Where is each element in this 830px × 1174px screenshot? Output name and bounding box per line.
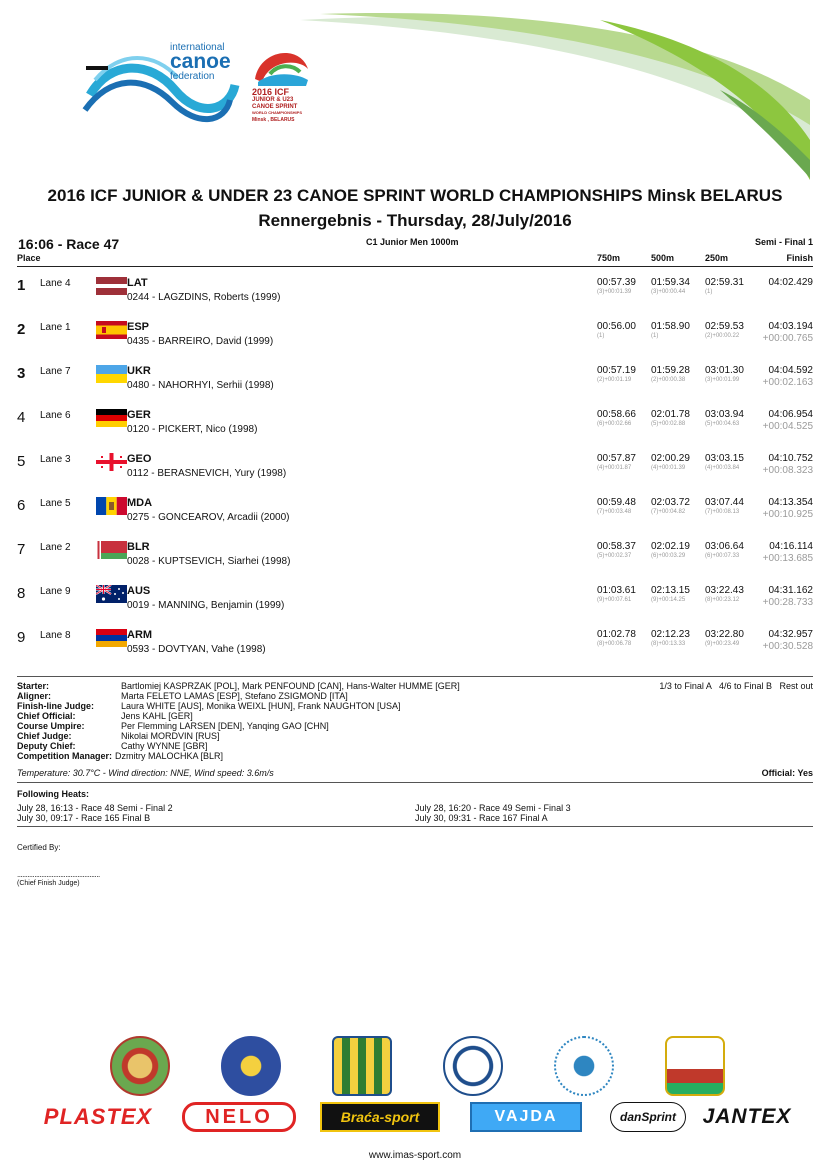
official-value: Jens KAHL [GER] <box>121 711 193 721</box>
split-behind: (9)+00:07.61 <box>597 597 632 603</box>
result-rank: 1 <box>17 277 26 294</box>
official-value: Marta FELETO LAMAS [ESP], Stefano ZSIGMOND [ITA] <box>121 691 348 701</box>
championship-logo-text <box>252 88 316 123</box>
split-time: 00:57.39 <box>597 277 636 288</box>
split-behind: (1) <box>597 333 605 339</box>
split-500m <box>651 585 701 603</box>
champ-logo-line-2: JUNIOR & U23 <box>252 97 294 103</box>
split-behind: (1) <box>705 289 713 295</box>
split-behind: (6)+00:02.66 <box>597 421 632 427</box>
result-lane: Lane 7 <box>40 366 71 377</box>
finish-time: 04:31.162 <box>768 585 813 596</box>
result-lane: Lane 6 <box>40 410 71 421</box>
latvia-flag-icon <box>96 277 127 295</box>
official-row <box>17 731 460 741</box>
split-750m <box>597 497 647 515</box>
col-header-250m: 250m <box>705 253 729 263</box>
split-time: 02:13.15 <box>651 585 690 596</box>
armenia-flag-icon <box>96 629 127 647</box>
sponsor-seal-icon <box>443 1036 503 1096</box>
split-time: 00:58.37 <box>597 541 636 552</box>
finish-time: 04:32.957 <box>768 629 813 640</box>
split-750m <box>597 277 647 295</box>
sponsor-jantex-logo: JANTEX <box>702 1105 792 1128</box>
result-athlete: 0112 - BERASNEVICH, Yury (1998) <box>127 468 287 479</box>
official-label: Deputy Chief: <box>17 741 76 751</box>
sponsor-dansprint-logo: danSprint <box>610 1102 686 1132</box>
icf-logo-text <box>170 42 231 82</box>
official-row <box>17 701 460 711</box>
result-lane: Lane 2 <box>40 542 71 553</box>
finish-behind: +00:04.525 <box>762 421 813 432</box>
result-rank: 4 <box>17 409 26 426</box>
georgia-flag-icon <box>96 453 127 471</box>
finish-time: 04:13.354 <box>768 497 813 508</box>
following-heat-item: July 30, 09:17 - Race 165 Final B <box>17 813 151 823</box>
split-time: 01:03.61 <box>597 585 636 596</box>
result-lane: Lane 3 <box>40 454 71 465</box>
result-row <box>17 582 813 626</box>
result-row <box>17 318 813 362</box>
split-time: 00:57.87 <box>597 453 636 464</box>
officials-list <box>17 681 460 761</box>
result-lane: Lane 9 <box>40 586 71 597</box>
split-behind: (9)+00:23.49 <box>705 641 740 647</box>
icf-logo-line-3: federation <box>170 71 215 82</box>
result-rank: 7 <box>17 541 26 558</box>
official-value: Nikolai MORDVIN [RUS] <box>121 731 220 741</box>
split-behind: (4)+00:01.87 <box>597 465 632 471</box>
finish-time-cell <box>723 453 813 476</box>
split-behind: (6)+00:07.33 <box>705 553 740 559</box>
split-time: 00:58.66 <box>597 409 636 420</box>
result-rank: 5 <box>17 453 26 470</box>
following-heat-item: July 28, 16:20 - Race 49 Semi - Final 3 <box>415 803 571 813</box>
race-category: C1 Junior Men 1000m <box>366 237 459 247</box>
result-athlete: 0028 - KUPTSEVICH, Siarhei (1998) <box>127 556 291 567</box>
official-row <box>17 691 460 701</box>
split-behind: (7)+00:08.13 <box>705 509 740 515</box>
split-behind: (9)+00:14.25 <box>651 597 686 603</box>
split-behind: (2)+00:00.22 <box>705 333 740 339</box>
split-time: 03:22.43 <box>705 585 744 596</box>
split-behind: (3)+00:01.99 <box>705 377 740 383</box>
icf-logo-line-2: canoe <box>170 50 231 73</box>
split-time: 03:22.80 <box>705 629 744 640</box>
official-label: Finish-line Judge: <box>17 701 95 711</box>
belarus-flag-icon <box>96 541 127 559</box>
following-heat-item: July 28, 16:13 - Race 48 Semi - Final 2 <box>17 803 173 813</box>
official-value: Per Flemming LARSEN [DEN], Yanqing GAO [CHN] <box>121 721 329 731</box>
official-label: Chief Judge: <box>17 731 72 741</box>
champ-logo-line-1: 2016 ICF <box>252 87 290 97</box>
split-behind: (2)+00:00.38 <box>651 377 686 383</box>
split-time: 03:07.44 <box>705 497 744 508</box>
weather-info: Temperature: 30.7°C - Wind direction: NNE, Wind speed: 3.6m/s <box>17 768 274 778</box>
official-row <box>17 751 460 761</box>
split-750m <box>597 409 647 427</box>
official-label: Starter: <box>17 681 50 691</box>
official-row <box>17 681 460 691</box>
signature-line: ................................................ <box>17 870 100 879</box>
split-time: 02:01.78 <box>651 409 690 420</box>
result-row <box>17 450 813 494</box>
race-phase: Semi - Final 1 <box>754 237 813 247</box>
champ-logo-line-5: Minsk , BELARUS <box>252 116 295 123</box>
official-label: Competition Manager: <box>17 751 113 761</box>
split-750m <box>597 453 647 471</box>
official-row <box>17 711 460 721</box>
split-behind: (3)+00:01.39 <box>597 289 632 295</box>
ukraine-flag-icon <box>96 365 127 383</box>
finish-time-cell <box>723 409 813 432</box>
result-lane: Lane 1 <box>40 322 71 333</box>
finish-time-cell <box>723 585 813 608</box>
result-row <box>17 626 813 670</box>
finish-time-cell <box>723 365 813 388</box>
finish-time-cell <box>723 321 813 344</box>
result-rank: 8 <box>17 585 26 602</box>
header-divider <box>17 266 813 267</box>
split-500m <box>651 497 701 515</box>
moldova-flag-icon <box>96 497 127 515</box>
result-nation: GEO <box>127 453 152 465</box>
finish-time: 04:02.429 <box>768 277 813 288</box>
result-lane: Lane 8 <box>40 630 71 641</box>
split-behind: (5)+00:02.37 <box>597 553 632 559</box>
document-title: 2016 ICF JUNIOR & UNDER 23 CANOE SPRINT WORLD CHAMPIONSHIPS Minsk BELARUS <box>47 186 783 205</box>
split-500m <box>651 321 701 339</box>
split-time: 02:00.29 <box>651 453 690 464</box>
split-time: 02:59.31 <box>705 277 744 288</box>
sponsor-nelo-logo: NELO <box>182 1102 296 1132</box>
split-500m <box>651 629 701 647</box>
split-time: 02:03.72 <box>651 497 690 508</box>
finish-time: 04:16.114 <box>769 541 813 552</box>
following-heats-divider <box>17 826 813 827</box>
finish-behind: +00:30.528 <box>762 641 813 652</box>
weather-divider <box>17 782 813 783</box>
split-500m <box>651 409 701 427</box>
sponsor-crest-icon <box>665 1036 725 1096</box>
split-behind: (4)+00:03.84 <box>705 465 740 471</box>
split-500m <box>651 541 701 559</box>
race-time-number: 16:06 - Race 47 <box>18 236 120 252</box>
finish-time-cell <box>723 497 813 520</box>
split-behind: (1) <box>651 333 659 339</box>
split-behind: (3)+00:00.44 <box>651 289 686 295</box>
result-row <box>17 362 813 406</box>
split-time: 01:02.78 <box>597 629 636 640</box>
result-row <box>17 494 813 538</box>
germany-flag-icon <box>96 409 127 427</box>
split-500m <box>651 453 701 471</box>
sponsor-seal-icon <box>554 1036 614 1096</box>
split-time: 02:12.23 <box>651 629 690 640</box>
finish-time: 04:04.592 <box>768 365 813 376</box>
split-750m <box>597 321 647 339</box>
sponsor-braca-sport-logo: Braća-sport <box>320 1102 440 1132</box>
following-heats-right <box>415 803 571 823</box>
split-time: 02:02.19 <box>651 541 690 552</box>
split-behind: (8)+00:13.33 <box>651 641 686 647</box>
result-athlete: 0019 - MANNING, Benjamin (1999) <box>127 600 285 611</box>
result-nation: ARM <box>127 629 153 641</box>
split-behind: (4)+00:01.39 <box>651 465 686 471</box>
split-time: 00:59.48 <box>597 497 636 508</box>
split-behind: (6)+00:03.29 <box>651 553 686 559</box>
following-heats-title: Following Heats: <box>17 789 89 799</box>
result-athlete: 0244 - LAGZDINS, Roberts (1999) <box>127 292 281 303</box>
split-500m <box>651 277 701 295</box>
official-value: Laura WHITE [AUS], Monika WEIXL [HUN], Frank NAUGHTON [USA] <box>121 701 401 711</box>
split-behind: (8)+00:06.78 <box>597 641 632 647</box>
australia-flag-icon <box>96 585 127 603</box>
split-behind: (8)+00:23.12 <box>705 597 740 603</box>
col-header-finish: Finish <box>786 253 813 263</box>
result-rank: 2 <box>17 321 26 338</box>
finish-behind: +00:28.733 <box>762 597 813 608</box>
official-label: Course Umpire: <box>17 721 85 731</box>
sponsor-vajda-logo: VAJDA <box>470 1102 582 1132</box>
split-750m <box>597 585 647 603</box>
split-time: 03:01.30 <box>705 365 744 376</box>
result-nation: UKR <box>127 365 151 377</box>
result-athlete: 0120 - PICKERT, Nico (1998) <box>127 424 258 435</box>
official-value: Cathy WYNNE [GBR] <box>121 741 208 751</box>
signature-role: (Chief Finish Judge) <box>17 880 80 887</box>
col-header-place: Place <box>17 253 41 263</box>
finish-time: 04:06.954 <box>768 409 813 420</box>
result-athlete: 0275 - GONCEAROV, Arcadii (2000) <box>127 512 290 523</box>
result-athlete: 0480 - NAHORHYI, Serhii (1998) <box>127 380 274 391</box>
split-time: 00:57.19 <box>597 365 636 376</box>
sponsor-crest-icon <box>332 1036 392 1096</box>
result-rank: 9 <box>17 629 26 646</box>
finish-time-cell <box>723 541 813 564</box>
result-nation: BLR <box>127 541 150 553</box>
split-750m <box>597 541 647 559</box>
split-time: 01:58.90 <box>651 321 690 332</box>
champ-logo-line-3: CANOE SPRINT <box>252 103 298 110</box>
finish-time-cell <box>723 277 813 289</box>
official-value: Bartlomiej KASPRZAK [POL], Mark PENFOUND [CAN], Hans-Walter HUMME [GER] <box>121 681 460 691</box>
col-header-500m: 500m <box>651 253 675 263</box>
following-heats-left <box>17 803 173 823</box>
official-row <box>17 721 460 731</box>
finish-time-cell <box>723 629 813 652</box>
result-row <box>17 538 813 582</box>
championship-logo <box>250 44 312 132</box>
spain-flag-icon <box>96 321 127 339</box>
footer-url[interactable]: www.imas-sport.com <box>368 1150 462 1161</box>
official-value: Dzmitry MALOCHKA [BLR] <box>115 751 224 761</box>
finish-behind: +00:00.765 <box>762 333 813 344</box>
result-lane: Lane 4 <box>40 278 71 289</box>
split-time: 01:59.34 <box>651 277 690 288</box>
results-divider <box>17 676 813 677</box>
championship-emblem-icon <box>250 44 312 88</box>
official-status: Official: Yes <box>761 768 813 778</box>
result-rank: 6 <box>17 497 26 514</box>
result-rank: 3 <box>17 365 26 382</box>
result-athlete: 0593 - DOVTYAN, Vahe (1998) <box>127 644 266 655</box>
result-nation: AUS <box>127 585 151 597</box>
finish-behind: +00:13.685 <box>762 553 813 564</box>
official-label: Aligner: <box>17 691 52 701</box>
certified-by-label: Certified By: <box>17 843 61 852</box>
split-behind: (5)+00:04.63 <box>705 421 740 427</box>
split-behind: (5)+00:02.88 <box>651 421 686 427</box>
champ-logo-line-4: WORLD CHAMPIONSHIPS <box>252 110 302 115</box>
split-time: 03:06.64 <box>705 541 744 552</box>
icf-logo-line-1: international <box>170 42 225 53</box>
split-time: 03:03.94 <box>705 409 744 420</box>
document-subtitle: Rennergebnis - Thursday, 28/July/2016 <box>258 211 572 230</box>
result-row <box>17 406 813 450</box>
finish-behind: +00:02.163 <box>762 377 813 388</box>
split-time: 03:03.15 <box>705 453 744 464</box>
result-lane: Lane 5 <box>40 498 71 509</box>
sponsor-seal-icon <box>221 1036 281 1096</box>
finish-time: 04:10.752 <box>768 453 813 464</box>
finish-time: 04:03.194 <box>768 321 813 332</box>
result-nation: MDA <box>127 497 153 509</box>
sponsor-plastex-logo: PLASTEX <box>43 1104 153 1129</box>
split-750m <box>597 365 647 383</box>
finish-behind: +00:10.925 <box>762 509 813 520</box>
split-750m <box>597 629 647 647</box>
official-row <box>17 741 460 751</box>
split-behind: (2)+00:01.19 <box>597 377 632 383</box>
split-time: 01:59.28 <box>651 365 690 376</box>
result-row <box>17 274 813 318</box>
official-label: Chief Official: <box>17 711 76 721</box>
split-500m <box>651 365 701 383</box>
finish-behind: +00:08.323 <box>762 465 813 476</box>
split-behind: (7)+00:04.82 <box>651 509 686 515</box>
result-nation: LAT <box>127 277 148 289</box>
result-nation: ESP <box>127 321 150 333</box>
sponsor-seal-icon <box>110 1036 170 1096</box>
following-heat-item: July 30, 09:31 - Race 167 Final A <box>415 813 548 823</box>
split-behind: (7)+00:03.48 <box>597 509 632 515</box>
split-time: 00:56.00 <box>597 321 636 332</box>
result-nation: GER <box>127 409 151 421</box>
col-header-750m: 750m <box>597 253 621 263</box>
split-time: 02:59.53 <box>705 321 744 332</box>
progression-rules: 1/3 to Final A 4/6 to Final B Rest out <box>659 681 813 691</box>
result-athlete: 0435 - BARREIRO, David (1999) <box>127 336 274 347</box>
